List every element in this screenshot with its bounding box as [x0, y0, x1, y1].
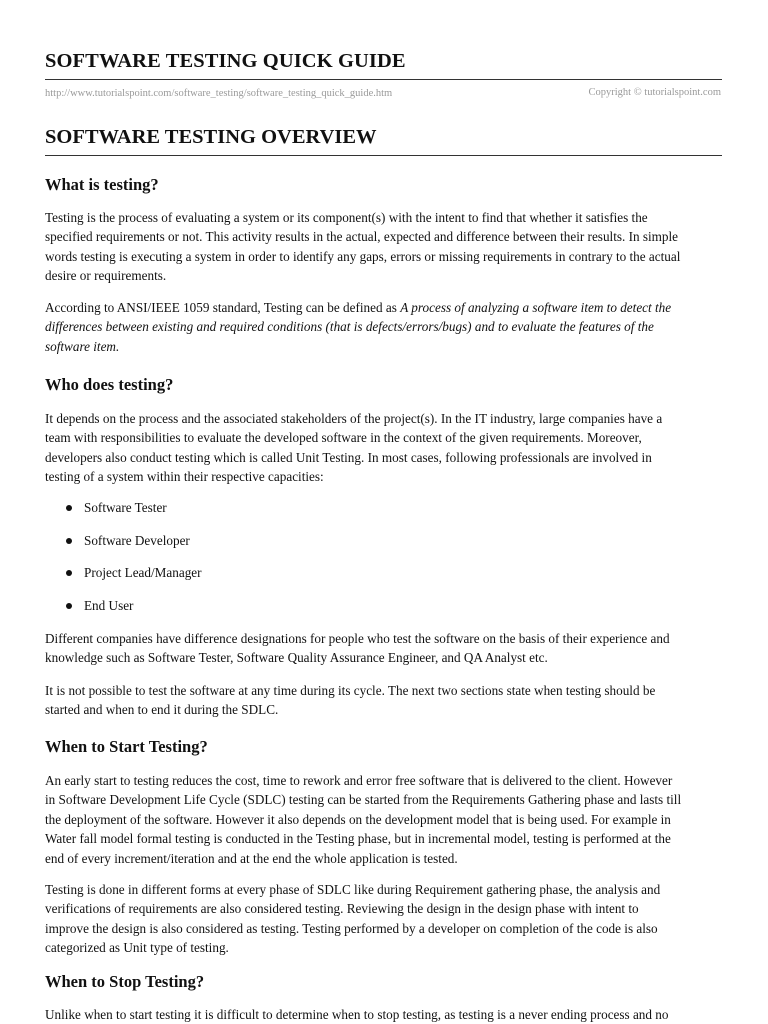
text-line: end of every increment/iteration and at the end the whole application is tested.: [45, 850, 458, 866]
text-line: words testing is executing a system in order to identify any gaps, errors or missing requirements in contrary to the actual: [45, 248, 681, 264]
paragraph-who-3: [45, 681, 723, 720]
paragraph-who-2: [45, 629, 723, 668]
definition-intro: According to ANSI/IEEE 1059 standard, Testing can be defined as: [45, 300, 401, 315]
text-line: improve the design is also considered as testing. Testing performed by a developer on completion of the code is also: [45, 920, 658, 936]
text-line: Testing is done in different forms at every phase of SDLC like during Requirement gathering phase, the analysis and: [45, 882, 661, 897]
paragraph-start-1: [45, 771, 723, 868]
list-item: [66, 533, 190, 549]
heading-when-to-start: When to Start Testing?: [45, 737, 208, 756]
text-line: differences between existing and required conditions (that is defects/errors/bugs) and to evaluate the features of the: [45, 319, 654, 335]
text-line: Unlike when to start testing it is difficult to determine when to stop testing, as testing is a never ending process and no: [45, 1007, 669, 1022]
text-line: It depends on the process and the associated stakeholders of the project(s). In the IT industry, large companies have a: [45, 411, 663, 426]
bullet-icon: [66, 538, 72, 544]
text-line: in Software Development Life Cycle (SDLC) testing can be started from the Requirements Gathering phase and lasts till: [45, 792, 682, 808]
heading-when-to-stop: When to Stop Testing?: [45, 972, 205, 991]
document-title: SOFTWARE TESTING QUICK GUIDE: [45, 50, 406, 72]
text-line: desire or requirements.: [45, 268, 167, 284]
list-item: [66, 565, 202, 581]
bullet-icon: [66, 603, 72, 609]
list-item-label: Project Lead/Manager: [84, 565, 202, 580]
text-line: team with responsibilities to evaluate the developed software in the context of the given requirements. Moreover,: [45, 430, 642, 446]
bullet-icon: [66, 505, 72, 511]
list-item: [66, 598, 133, 614]
text-line: knowledge such as Software Tester, Software Quality Assurance Engineer, and QA Analyst etc.: [45, 650, 548, 666]
paragraph-what-1: [45, 208, 723, 286]
list-item-label: Software Tester: [84, 500, 167, 515]
paragraph-what-2: [45, 298, 723, 356]
paragraph-stop-1: [45, 1005, 723, 1024]
text-line: [45, 298, 723, 317]
bullet-icon: [66, 570, 72, 576]
text-line: specified requirements or not. This activity results in the actual, expected and difference between their results. In simple: [45, 229, 679, 245]
heading-what-is-testing: What is testing?: [45, 175, 159, 194]
paragraph-who-1: [45, 409, 723, 487]
title-divider: [45, 79, 722, 80]
list-item-label: End User: [84, 598, 134, 613]
text-line: started and when to end it during the SDLC.: [45, 702, 279, 718]
text-line: testing of a system within their respective capacities:: [45, 469, 324, 485]
text-line: Water fall model formal testing is conducted in the Testing phase, but in incremental model, testing is performed at the: [45, 831, 671, 847]
section-divider: [45, 155, 722, 156]
text-line: An early start to testing reduces the cost, time to rework and error free software that is delivered to the client. However: [45, 773, 673, 788]
text-line: It is not possible to test the software at any time during its cycle. The next two sections state when testing should be: [45, 683, 656, 698]
list-item: [66, 500, 167, 516]
text-line: software item.: [45, 338, 120, 354]
text-line: developers also conduct testing which is called Unit Testing. In most cases, following professionals are involved in: [45, 449, 652, 465]
text-line: Different companies have difference designations for people who test the software on the basis of their experience and: [45, 631, 670, 646]
text-line: the deployment of the software. However it also depends on the development model that is being used. For example in: [45, 811, 671, 827]
text-line: categorized as Unit type of testing.: [45, 940, 229, 956]
definition-italic: A process of analyzing a software item to detect the: [400, 300, 672, 315]
source-url: http://www.tutorialspoint.com/software_testing/software_testing_quick_guide.htm: [45, 88, 393, 99]
paragraph-start-2: [45, 880, 723, 958]
section-title: SOFTWARE TESTING OVERVIEW: [45, 126, 377, 148]
copyright-notice: Copyright © tutorialspoint.com: [588, 87, 721, 98]
list-item-label: Software Developer: [84, 533, 190, 548]
text-line: Testing is the process of evaluating a system or its component(s) with the intent to find that whether it satisfies the: [45, 210, 648, 225]
heading-who-does-testing: Who does testing?: [45, 375, 174, 394]
text-line: verifications of requirements are also considered testing. Reviewing the design in the design phase with intent to: [45, 901, 639, 917]
